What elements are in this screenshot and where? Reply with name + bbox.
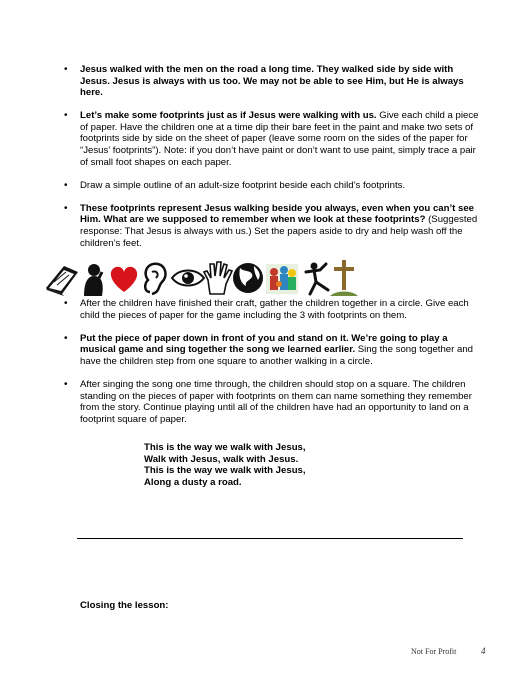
list-item-bold: Let’s make some footprints just as if Jesus were walking with us. bbox=[80, 110, 377, 122]
footer-text: Not For Profit bbox=[411, 647, 457, 656]
closing-heading: Closing the lesson: bbox=[80, 600, 169, 611]
list-item-text: (Suggested response: That Jesus is always with us.) Set the papers aside to dry and help wash off the children’s feet. bbox=[80, 214, 478, 249]
list-item-bold: Put the piece of paper down in front of you and stand on it. We’re going to play a musical game and sing together the song we learned earlier. bbox=[80, 332, 448, 356]
heart-icon bbox=[111, 267, 137, 292]
bible-icon bbox=[46, 266, 78, 296]
praying-child-icon bbox=[84, 264, 103, 296]
ear-icon bbox=[145, 264, 165, 294]
list-item bbox=[64, 110, 480, 168]
list-item-text: Sing the song together and have the children step from one square to another walking in a circle. bbox=[80, 344, 473, 367]
list-item bbox=[64, 203, 480, 249]
instruction-list-1 bbox=[64, 64, 480, 261]
page-number: 4 bbox=[481, 646, 486, 656]
bullet: • bbox=[64, 202, 68, 214]
list-item bbox=[64, 333, 480, 368]
bullet: • bbox=[64, 298, 68, 309]
hand-icon bbox=[204, 262, 232, 294]
eye-icon bbox=[172, 271, 204, 286]
list-item-bold: Jesus walked with the men on the road a long time. They walked side by side with Jesus. Jesus is always with us too. We may not be able to see Him, but He is always here. bbox=[80, 64, 464, 99]
instruction-list-2 bbox=[64, 298, 480, 437]
bullet: • bbox=[64, 179, 68, 191]
lyric-line: This is the way we walk with Jesus, bbox=[144, 465, 306, 477]
bullet: • bbox=[64, 378, 68, 390]
bullet: • bbox=[64, 332, 68, 344]
list-item bbox=[64, 379, 480, 425]
running-person-icon bbox=[306, 263, 328, 295]
list-item-text: Draw a simple outline of an adult-size footprint beside each child’s footprints. bbox=[80, 179, 406, 191]
list-item bbox=[64, 64, 480, 99]
lyric-line: Walk with Jesus, walk with Jesus. bbox=[144, 453, 299, 465]
list-item bbox=[64, 180, 480, 192]
list-item bbox=[64, 298, 480, 321]
bullet: • bbox=[64, 110, 68, 122]
icon-strip bbox=[44, 258, 364, 298]
cross-icon bbox=[330, 260, 358, 296]
song-lyrics bbox=[144, 442, 306, 488]
list-item-bold: These footprints represent Jesus walking beside you always, even when you can’t see Him. What are we supposed to remember when we look at these footprints? bbox=[80, 202, 475, 226]
children-group-icon bbox=[266, 264, 298, 294]
list-item-text: Give each child a piece of paper. Have the children one at a time dip their bare feet in the paint and make two sets of footprints side by side on the sheet of paper (leave some room on the sides of the paper for “Jesus’ footprints”). Note: if you don’t have paint or don’t want to use paint, simply trace a pair of small foot shapes on each paper. bbox=[80, 110, 479, 168]
bullet: • bbox=[64, 64, 68, 75]
lyric-line: This is the way we walk with Jesus, bbox=[144, 442, 306, 453]
horizontal-rule bbox=[77, 538, 463, 539]
list-item-text: After singing the song one time through, the children should stop on a square. The children standing on the pieces of paper with footprints on them can name something they remember from the story. Continue playing until all of the children have had an opportunity to land on a footprint square of paper. bbox=[80, 378, 472, 425]
lyric-line: Along a dusty a road. bbox=[144, 476, 242, 488]
globe-icon bbox=[233, 263, 263, 293]
list-item-text: After the children have finished their craft, gather the children together in a circle. Give each child the pieces of paper for the game including the 3 with footprints on them. bbox=[80, 298, 469, 321]
